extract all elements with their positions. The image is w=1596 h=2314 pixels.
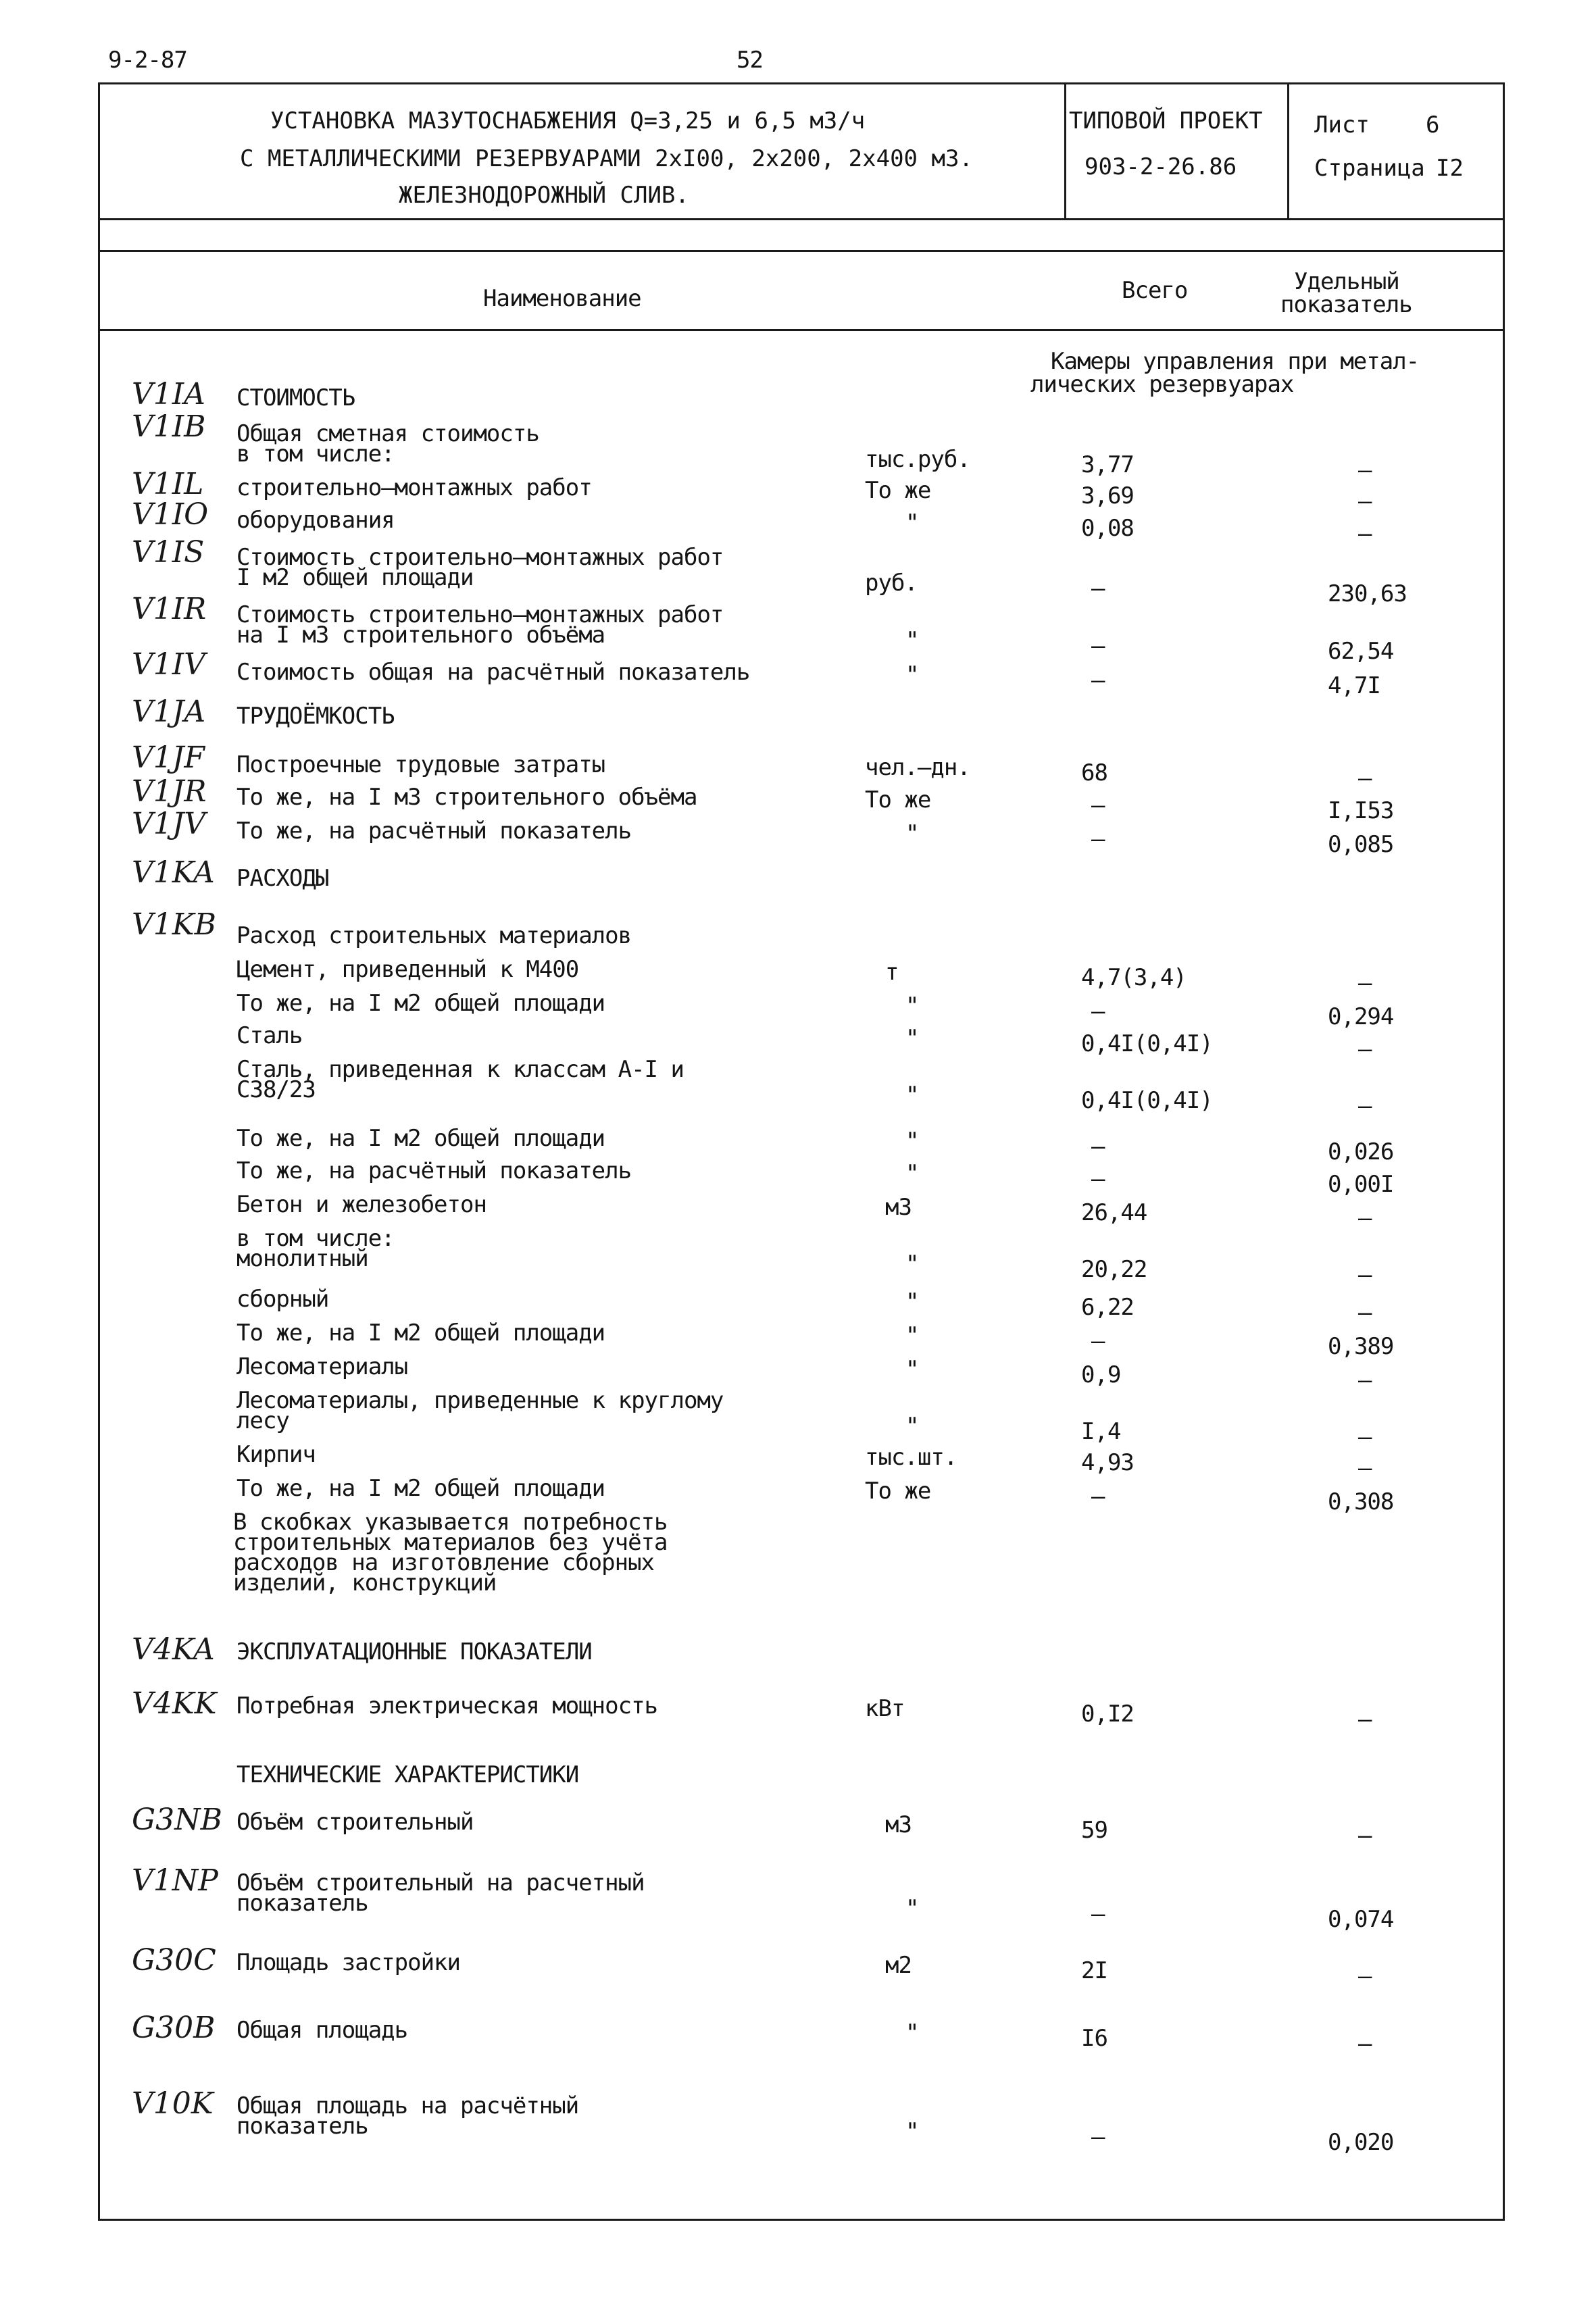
row-unit: руб.	[865, 570, 918, 597]
row-name: Построечные трудовые затраты	[236, 751, 605, 778]
row-specific: 0,294	[1328, 1003, 1394, 1030]
row-unit: "	[905, 1322, 919, 1349]
row-total: –	[1091, 826, 1105, 853]
row-unit: "	[905, 1251, 919, 1278]
row-code: V1IO	[132, 497, 209, 532]
row-total: 20,22	[1081, 1256, 1147, 1283]
row-unit: чел.–дн.	[865, 754, 970, 781]
row-specific: –	[1358, 488, 1372, 515]
row-code: V1IV	[132, 647, 205, 682]
row-name: ТЕХНИЧЕСКИЕ ХАРАКТЕРИСТИКИ	[236, 1761, 579, 1788]
row-total: 6,22	[1081, 1294, 1134, 1321]
row-total: I,4	[1081, 1418, 1121, 1445]
row-name: То же, на расчётный показатель	[236, 1157, 632, 1184]
row-specific: –	[1358, 1963, 1372, 1990]
row-specific: 0,026	[1328, 1138, 1394, 1165]
row-total: 4,7(3,4)	[1081, 964, 1187, 991]
row-total: 3,77	[1081, 451, 1134, 478]
row-specific: 0,020	[1328, 2129, 1394, 2156]
row-name: ЭКСПЛУАТАЦИОННЫЕ ПОКАЗАТЕЛИ	[236, 1638, 592, 1665]
row-specific: –	[1358, 1261, 1372, 1288]
row-code: V1JF	[132, 740, 205, 775]
category-caption-2: лических резервуарах	[1030, 371, 1294, 398]
row-name: Площадь застройки	[236, 1949, 460, 1976]
row-code: V1KA	[132, 855, 215, 890]
row-unit: То же	[865, 786, 931, 813]
row-name: Лесоматериалы, приведенные к круглому	[236, 1387, 724, 1414]
col-total-header: Всего	[1122, 277, 1188, 304]
row-unit: м3	[885, 1811, 912, 1838]
row-name: То же, на I м3 строительного объёма	[236, 784, 697, 811]
page-number: 52	[737, 47, 763, 74]
row-total: 0,9	[1081, 1361, 1121, 1388]
row-name: СТОИМОСТЬ	[236, 384, 355, 411]
page-label: Страница	[1314, 155, 1425, 182]
row-code: V1IL	[132, 467, 204, 501]
row-unit: "	[905, 1082, 919, 1109]
row-name: монолитный	[236, 1245, 368, 1272]
row-code: V4KK	[132, 1686, 217, 1721]
row-total: –	[1091, 1133, 1105, 1160]
row-name: С38/23	[236, 1076, 316, 1103]
row-total: 2I	[1081, 1957, 1107, 1984]
row-unit: м2	[885, 1952, 912, 1979]
row-name: показатель	[236, 2113, 368, 2140]
row-unit: "	[905, 509, 919, 536]
row-total: –	[1091, 632, 1105, 659]
row-unit: "	[905, 1413, 919, 1440]
row-specific: –	[1358, 1706, 1372, 1733]
row-name: РАСХОДЫ	[236, 865, 329, 892]
row-specific: 0,389	[1328, 1333, 1394, 1360]
row-specific: –	[1358, 1036, 1372, 1063]
row-specific: 0,074	[1328, 1906, 1394, 1933]
row-name: Сталь	[236, 1022, 303, 1049]
row-total: –	[1091, 792, 1105, 819]
row-code: G30B	[132, 2011, 216, 2045]
col-specific-header-2: показатель	[1280, 291, 1412, 318]
row-name: Расход строительных материалов	[236, 922, 632, 949]
row-name: Стоимость общая на расчётный показатель	[236, 659, 750, 686]
row-total: I6	[1081, 2025, 1107, 2052]
doc-title-line-2: С МЕТАЛЛИЧЕСКИМИ РЕЗЕРВУАРАМИ 2хI00, 2х200, 2х400 м3.	[240, 145, 973, 172]
row-name: Бетон и железобетон	[236, 1191, 487, 1218]
row-specific: –	[1358, 457, 1372, 484]
row-name: Лесоматериалы	[236, 1353, 408, 1380]
project-label: ТИПОВОЙ ПРОЕКТ	[1069, 107, 1263, 134]
row-name: в том числе:	[236, 441, 395, 468]
row-code: V4KA	[132, 1632, 215, 1667]
row-code: V1NP	[132, 1863, 218, 1898]
row-code: V1JA	[132, 695, 206, 729]
row-specific: I,I53	[1328, 797, 1394, 824]
row-unit: "	[905, 661, 919, 688]
row-code: V1KB	[132, 907, 216, 942]
row-unit: "	[905, 627, 919, 654]
row-name: То же, на I м2 общей площади	[236, 990, 605, 1017]
row-unit: "	[905, 992, 919, 1020]
row-name: лесу	[236, 1407, 289, 1434]
row-total: –	[1091, 1901, 1105, 1928]
row-name: Общая площадь	[236, 2017, 408, 2044]
row-unit: т	[885, 959, 899, 986]
row-name: Цемент, приведенный к М400	[236, 956, 579, 983]
row-total: 0,4I(0,4I)	[1081, 1030, 1213, 1057]
row-name: Общая сметная стоимость	[236, 420, 539, 447]
row-total: –	[1091, 998, 1105, 1025]
col-specific-header-1: Удельный	[1294, 268, 1399, 295]
row-specific: 62,54	[1328, 638, 1394, 665]
row-name: Сталь, приведенная к классам А-I и	[236, 1056, 684, 1083]
row-total: 4,93	[1081, 1449, 1134, 1476]
row-specific: 230,63	[1328, 580, 1407, 607]
row-unit: тыс.руб.	[865, 446, 970, 473]
row-specific: –	[1358, 1455, 1372, 1482]
doc-title-line-3: ЖЕЛЕЗНОДОРОЖНЫЙ СЛИВ.	[399, 182, 689, 209]
row-total: 3,69	[1081, 482, 1134, 509]
row-total: –	[1091, 1328, 1105, 1355]
sheet-label: Лист	[1314, 111, 1370, 139]
row-name: Кирпич	[236, 1441, 316, 1468]
row-specific: 4,7I	[1328, 672, 1380, 699]
row-name: Общая площадь на расчётный	[236, 2092, 579, 2119]
page-value: I2	[1436, 155, 1464, 182]
row-code: G30C	[132, 1943, 216, 1978]
row-name: оборудования	[236, 507, 395, 534]
row-specific: –	[1358, 1092, 1372, 1120]
category-caption-1: Камеры управления при метал-	[1051, 348, 1420, 375]
row-specific: –	[1358, 765, 1372, 792]
row-unit: м3	[885, 1194, 912, 1221]
row-name: То же, на I м2 общей площади	[236, 1319, 605, 1347]
row-name: I м2 общей площади	[236, 564, 474, 591]
row-unit: "	[905, 1356, 919, 1383]
row-total: –	[1091, 667, 1105, 694]
row-name: Стоимость строительно–монтажных работ	[236, 601, 724, 628]
row-code: G3NB	[132, 1803, 222, 1837]
row-specific: –	[1358, 1822, 1372, 1849]
row-unit: "	[905, 1895, 919, 1922]
row-name: ТРУДОЁМКОСТЬ	[236, 703, 395, 730]
col-name-header: Наименование	[483, 285, 641, 312]
row-total: 26,44	[1081, 1199, 1147, 1226]
row-name: сборный	[236, 1286, 329, 1313]
row-specific: –	[1358, 1367, 1372, 1394]
row-name: Стоимость строительно–монтажных работ	[236, 544, 724, 571]
footnote: В скобках указывается потребность строительных материалов без учёта расходов на изготовление сборных изделий, конструкций	[233, 1509, 668, 1596]
row-specific: –	[1358, 1205, 1372, 1232]
row-total: 0,4I(0,4I)	[1081, 1087, 1213, 1114]
row-unit: кВт	[865, 1695, 905, 1722]
row-specific: –	[1358, 970, 1372, 997]
row-specific: 0,00I	[1328, 1171, 1394, 1198]
row-name: То же, на I м2 общей площади	[236, 1125, 605, 1152]
row-code: V10K	[132, 2086, 214, 2121]
sheet-value: 6	[1426, 111, 1440, 139]
doc-title-line-1: УСТАНОВКА МАЗУТОСНАБЖЕНИЯ Q=3,25 и 6,5 м3/ч	[270, 107, 866, 134]
row-name: строительно–монтажных работ	[236, 474, 592, 501]
row-code: V1IS	[132, 535, 205, 570]
row-unit: То же	[865, 1478, 931, 1505]
row-name: Объём строительный	[236, 1809, 474, 1836]
row-code: V1JR	[132, 774, 207, 809]
row-specific: –	[1358, 520, 1372, 547]
row-unit: "	[905, 1288, 919, 1315]
row-name: на I м3 строительного объёма	[236, 622, 605, 649]
row-code: V1JV	[132, 807, 206, 841]
row-name: Потребная электрическая мощность	[236, 1692, 658, 1719]
row-total: 0,08	[1081, 515, 1134, 542]
row-total: 0,I2	[1081, 1701, 1134, 1728]
row-total: –	[1091, 2123, 1105, 2150]
row-name: То же, на расчётный показатель	[236, 818, 632, 845]
row-unit: "	[905, 1160, 919, 1187]
row-unit: "	[905, 2019, 919, 2046]
row-unit: "	[905, 1128, 919, 1155]
row-specific: –	[1358, 1424, 1372, 1451]
row-specific: –	[1358, 2030, 1372, 2057]
row-total: 68	[1081, 759, 1107, 786]
row-unit: "	[905, 1025, 919, 1052]
row-unit: тыс.шт.	[865, 1444, 957, 1471]
row-name: показатель	[236, 1890, 368, 1917]
sheet-code: 9-2-87	[108, 47, 187, 74]
row-name: Объём строительный на расчетный	[236, 1869, 645, 1896]
row-code: V1IA	[132, 377, 205, 411]
row-total: 59	[1081, 1817, 1107, 1844]
row-unit: "	[905, 820, 919, 847]
row-total: –	[1091, 575, 1105, 602]
row-unit: То же	[865, 477, 931, 504]
row-specific: –	[1358, 1299, 1372, 1326]
row-code: V1IB	[132, 409, 206, 444]
row-name: То же, на I м2 общей площади	[236, 1475, 605, 1502]
row-total: –	[1091, 1165, 1105, 1192]
row-specific: 0,085	[1328, 831, 1394, 858]
row-code: V1IR	[132, 592, 207, 626]
row-unit: "	[905, 2118, 919, 2145]
row-specific: 0,308	[1328, 1488, 1394, 1515]
row-total: –	[1091, 1483, 1105, 1510]
row-name: в том числе:	[236, 1225, 395, 1252]
project-number: 903-2-26.86	[1084, 153, 1237, 180]
